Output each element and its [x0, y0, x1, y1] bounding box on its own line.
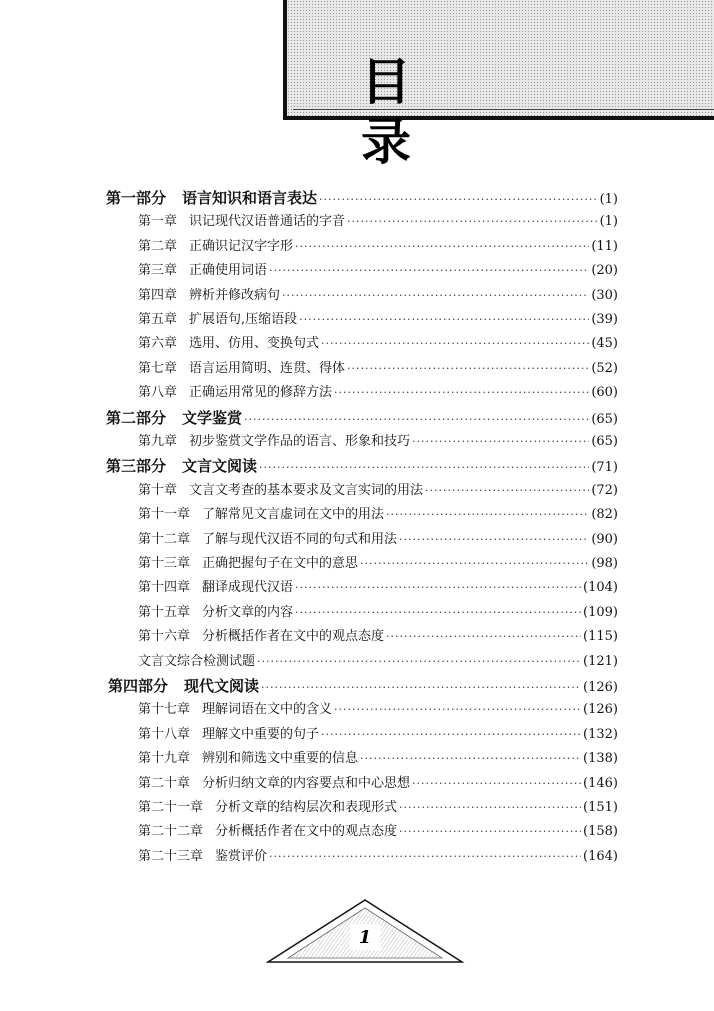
- toc-chapter-row: [138, 284, 618, 308]
- toc-label: 第一部分: [106, 189, 167, 207]
- toc-label: 第十九章: [138, 751, 191, 767]
- toc-label: 第四部分: [108, 677, 169, 695]
- toc-part-row: [106, 186, 618, 210]
- toc-chapter-row: [138, 601, 618, 625]
- toc-label: 第一章: [138, 214, 178, 230]
- toc-leader-dots: [412, 772, 581, 796]
- toc-label: 第二十章: [138, 775, 191, 791]
- page-number-triangle: [262, 896, 468, 966]
- toc-leader-dots: [386, 625, 581, 649]
- toc-chapter-row: [138, 528, 618, 552]
- toc-chapter-row: [138, 650, 618, 674]
- page-number: 1: [358, 927, 372, 948]
- toc-leader-dots: [295, 235, 589, 259]
- toc-leader-dots: [261, 676, 581, 700]
- toc-label: 第十八章: [138, 726, 191, 742]
- page-title: 目 录: [361, 53, 569, 171]
- toc-title: 文言文考查的基本要求及文言实词的用法: [189, 482, 424, 498]
- toc-label: 第十一章: [138, 507, 191, 523]
- toc-page-number: (132): [583, 726, 618, 742]
- toc-leader-dots: [295, 601, 581, 625]
- toc-leader-dots: [347, 357, 589, 381]
- toc-title: 分析概括作者在文中的观点态度: [202, 629, 385, 645]
- toc-part-row: [106, 454, 618, 478]
- toc-page-number: (126): [583, 702, 618, 718]
- toc-chapter-row: [138, 430, 618, 454]
- toc-title: 理解文中重要的句子: [202, 726, 320, 742]
- toc-label: 第二十二章: [138, 824, 204, 840]
- toc-part-row: [106, 406, 618, 430]
- toc-leader-dots: [321, 723, 581, 747]
- toc-chapter-row: [138, 576, 618, 600]
- toc-chapter-row: [138, 479, 618, 503]
- toc-label: 第五章: [138, 312, 178, 327]
- toc-page-number: (39): [591, 312, 618, 327]
- toc-leader-dots: [269, 845, 581, 869]
- toc-title: 语言知识和语言表达: [182, 189, 318, 207]
- toc-leader-dots: [269, 259, 589, 283]
- toc-page-number: (98): [591, 556, 618, 571]
- toc-label: 第四章: [138, 287, 178, 303]
- toc-title: 了解与现代汉语不同的句式和用法: [202, 531, 398, 547]
- toc-label: 第十二章: [138, 531, 191, 547]
- toc-label: 第二十三章: [138, 848, 204, 864]
- toc-chapter-row: [138, 503, 618, 527]
- toc-leader-dots: [347, 210, 598, 234]
- toc-chapter-row: [138, 845, 618, 869]
- toc-chapter-row: [138, 308, 618, 332]
- toc-leader-dots: [282, 284, 589, 308]
- toc-page-number: (104): [583, 580, 618, 596]
- toc-page-number: (60): [591, 385, 618, 401]
- toc-leader-dots: [360, 747, 581, 771]
- toc-title: 识记现代汉语普通话的字音: [189, 214, 346, 230]
- toc-leader-dots: [386, 503, 589, 527]
- toc-title: 正确使用词语: [189, 263, 268, 279]
- toc-page-number: (90): [591, 531, 618, 547]
- toc-label: 第十章: [138, 482, 178, 498]
- toc-leader-dots: [319, 188, 598, 212]
- toc-leader-dots: [425, 479, 589, 503]
- toc-leader-dots: [334, 698, 581, 722]
- toc-part-row: [108, 674, 618, 698]
- toc-page-number: (138): [583, 751, 618, 767]
- toc-title: 分析文章的结构层次和表现形式: [215, 800, 398, 815]
- toc-label: 第二部分: [106, 408, 167, 427]
- toc-label: 第九章: [138, 434, 178, 449]
- toc-leader-dots: [399, 820, 581, 844]
- toc-label: 第十四章: [138, 580, 191, 596]
- toc-chapter-row: [138, 332, 618, 356]
- toc-label: 第三部分: [106, 457, 167, 476]
- toc-chapter-row: [138, 796, 618, 820]
- toc-page-number: (71): [591, 460, 618, 476]
- toc-title: 扩展语句,压缩语段: [189, 312, 298, 327]
- toc-chapter-row: [138, 259, 618, 283]
- toc-leader-dots: [399, 528, 589, 552]
- toc-label: 第三章: [138, 263, 178, 279]
- toc-label: 第七章: [138, 360, 178, 376]
- toc-label: 第二章: [138, 238, 178, 254]
- toc-title: 分析归纳文章的内容要点和中心思想: [202, 775, 411, 791]
- title-underline: [293, 109, 714, 110]
- toc-leader-dots: [259, 456, 589, 480]
- toc-chapter-row: [138, 210, 618, 234]
- toc-title: 理解词语在文中的含义: [202, 702, 333, 718]
- toc-title: 分析概括作者在文中的观点态度: [215, 824, 398, 840]
- toc-page-number: (115): [583, 629, 618, 645]
- toc-leader-dots: [412, 430, 589, 454]
- toc-title: 辨别和筛选文中重要的信息: [202, 751, 359, 767]
- toc-label: 第二十一章: [138, 800, 204, 815]
- toc-leader-dots: [399, 796, 581, 820]
- toc-chapter-row: [138, 747, 618, 771]
- toc-page-number: (164): [583, 848, 618, 864]
- toc-title: 文言文阅读: [182, 457, 258, 476]
- toc-title: 现代文阅读: [184, 677, 260, 695]
- toc-page-number: (1): [599, 192, 618, 207]
- toc-leader-dots: [295, 576, 581, 600]
- toc-page-number: (52): [591, 360, 618, 376]
- toc-label: 第八章: [138, 385, 178, 401]
- toc-title: 正确把握句子在文中的意思: [202, 556, 359, 571]
- toc-leader-dots: [244, 408, 589, 432]
- toc-title: 正确运用常见的修辞方法: [189, 385, 333, 401]
- title-banner: [283, 0, 714, 171]
- toc-page-number: (151): [583, 800, 618, 815]
- toc-page-number: (65): [591, 434, 618, 449]
- toc-page-number: (158): [583, 824, 618, 840]
- toc-title: 文言文综合检测试题: [138, 653, 256, 669]
- toc-label: 第十五章: [138, 604, 191, 620]
- toc-page-number: (65): [591, 411, 618, 427]
- toc-title: 选用、仿用、变换句式: [189, 336, 320, 352]
- toc-chapter-row: [138, 820, 618, 844]
- toc-title: 翻译成现代汉语: [202, 580, 294, 596]
- toc-chapter-row: [138, 698, 618, 722]
- toc-chapter-row: [138, 235, 618, 259]
- toc-page-number: (20): [591, 263, 618, 279]
- toc-page-number: (1): [599, 214, 618, 230]
- toc-page-number: (72): [591, 482, 618, 498]
- toc-label: 第十三章: [138, 556, 191, 571]
- toc-chapter-row: [138, 381, 618, 405]
- toc-title: 分析文章的内容: [202, 604, 294, 620]
- toc-label: 第六章: [138, 336, 178, 352]
- toc-page-number: (146): [583, 775, 618, 791]
- toc-chapter-row: [138, 357, 618, 381]
- toc-title: 辨析并修改病句: [189, 287, 281, 303]
- toc-page-number: (45): [591, 336, 618, 352]
- toc-leader-dots: [257, 650, 581, 674]
- toc-title: 鉴赏评价: [215, 848, 268, 864]
- toc-title: 正确识记汉字字形: [189, 238, 294, 254]
- toc-chapter-row: [138, 723, 618, 747]
- toc-title: 了解常见文言虚词在文中的用法: [202, 507, 385, 523]
- toc-label: 第十七章: [138, 702, 191, 718]
- toc-chapter-row: [138, 772, 618, 796]
- toc-page-number: (30): [591, 287, 618, 303]
- toc-leader-dots: [321, 332, 589, 356]
- toc-leader-dots: [334, 381, 589, 405]
- toc-leader-dots: [299, 308, 589, 332]
- toc-title: 文学鉴赏: [182, 408, 243, 427]
- toc-leader-dots: [360, 552, 589, 576]
- toc-page-number: (121): [583, 653, 618, 669]
- toc-chapter-row: [138, 552, 618, 576]
- toc-page-number: (126): [583, 680, 618, 695]
- toc-chapter-row: [138, 625, 618, 649]
- toc-label: 第十六章: [138, 629, 191, 645]
- toc-page-number: (82): [591, 507, 618, 523]
- toc-page-number: (11): [591, 238, 618, 254]
- toc-page-number: (109): [583, 604, 618, 620]
- toc-title: 语言运用简明、连贯、得体: [189, 360, 346, 376]
- toc-title: 初步鉴赏文学作品的语言、形象和技巧: [189, 434, 411, 449]
